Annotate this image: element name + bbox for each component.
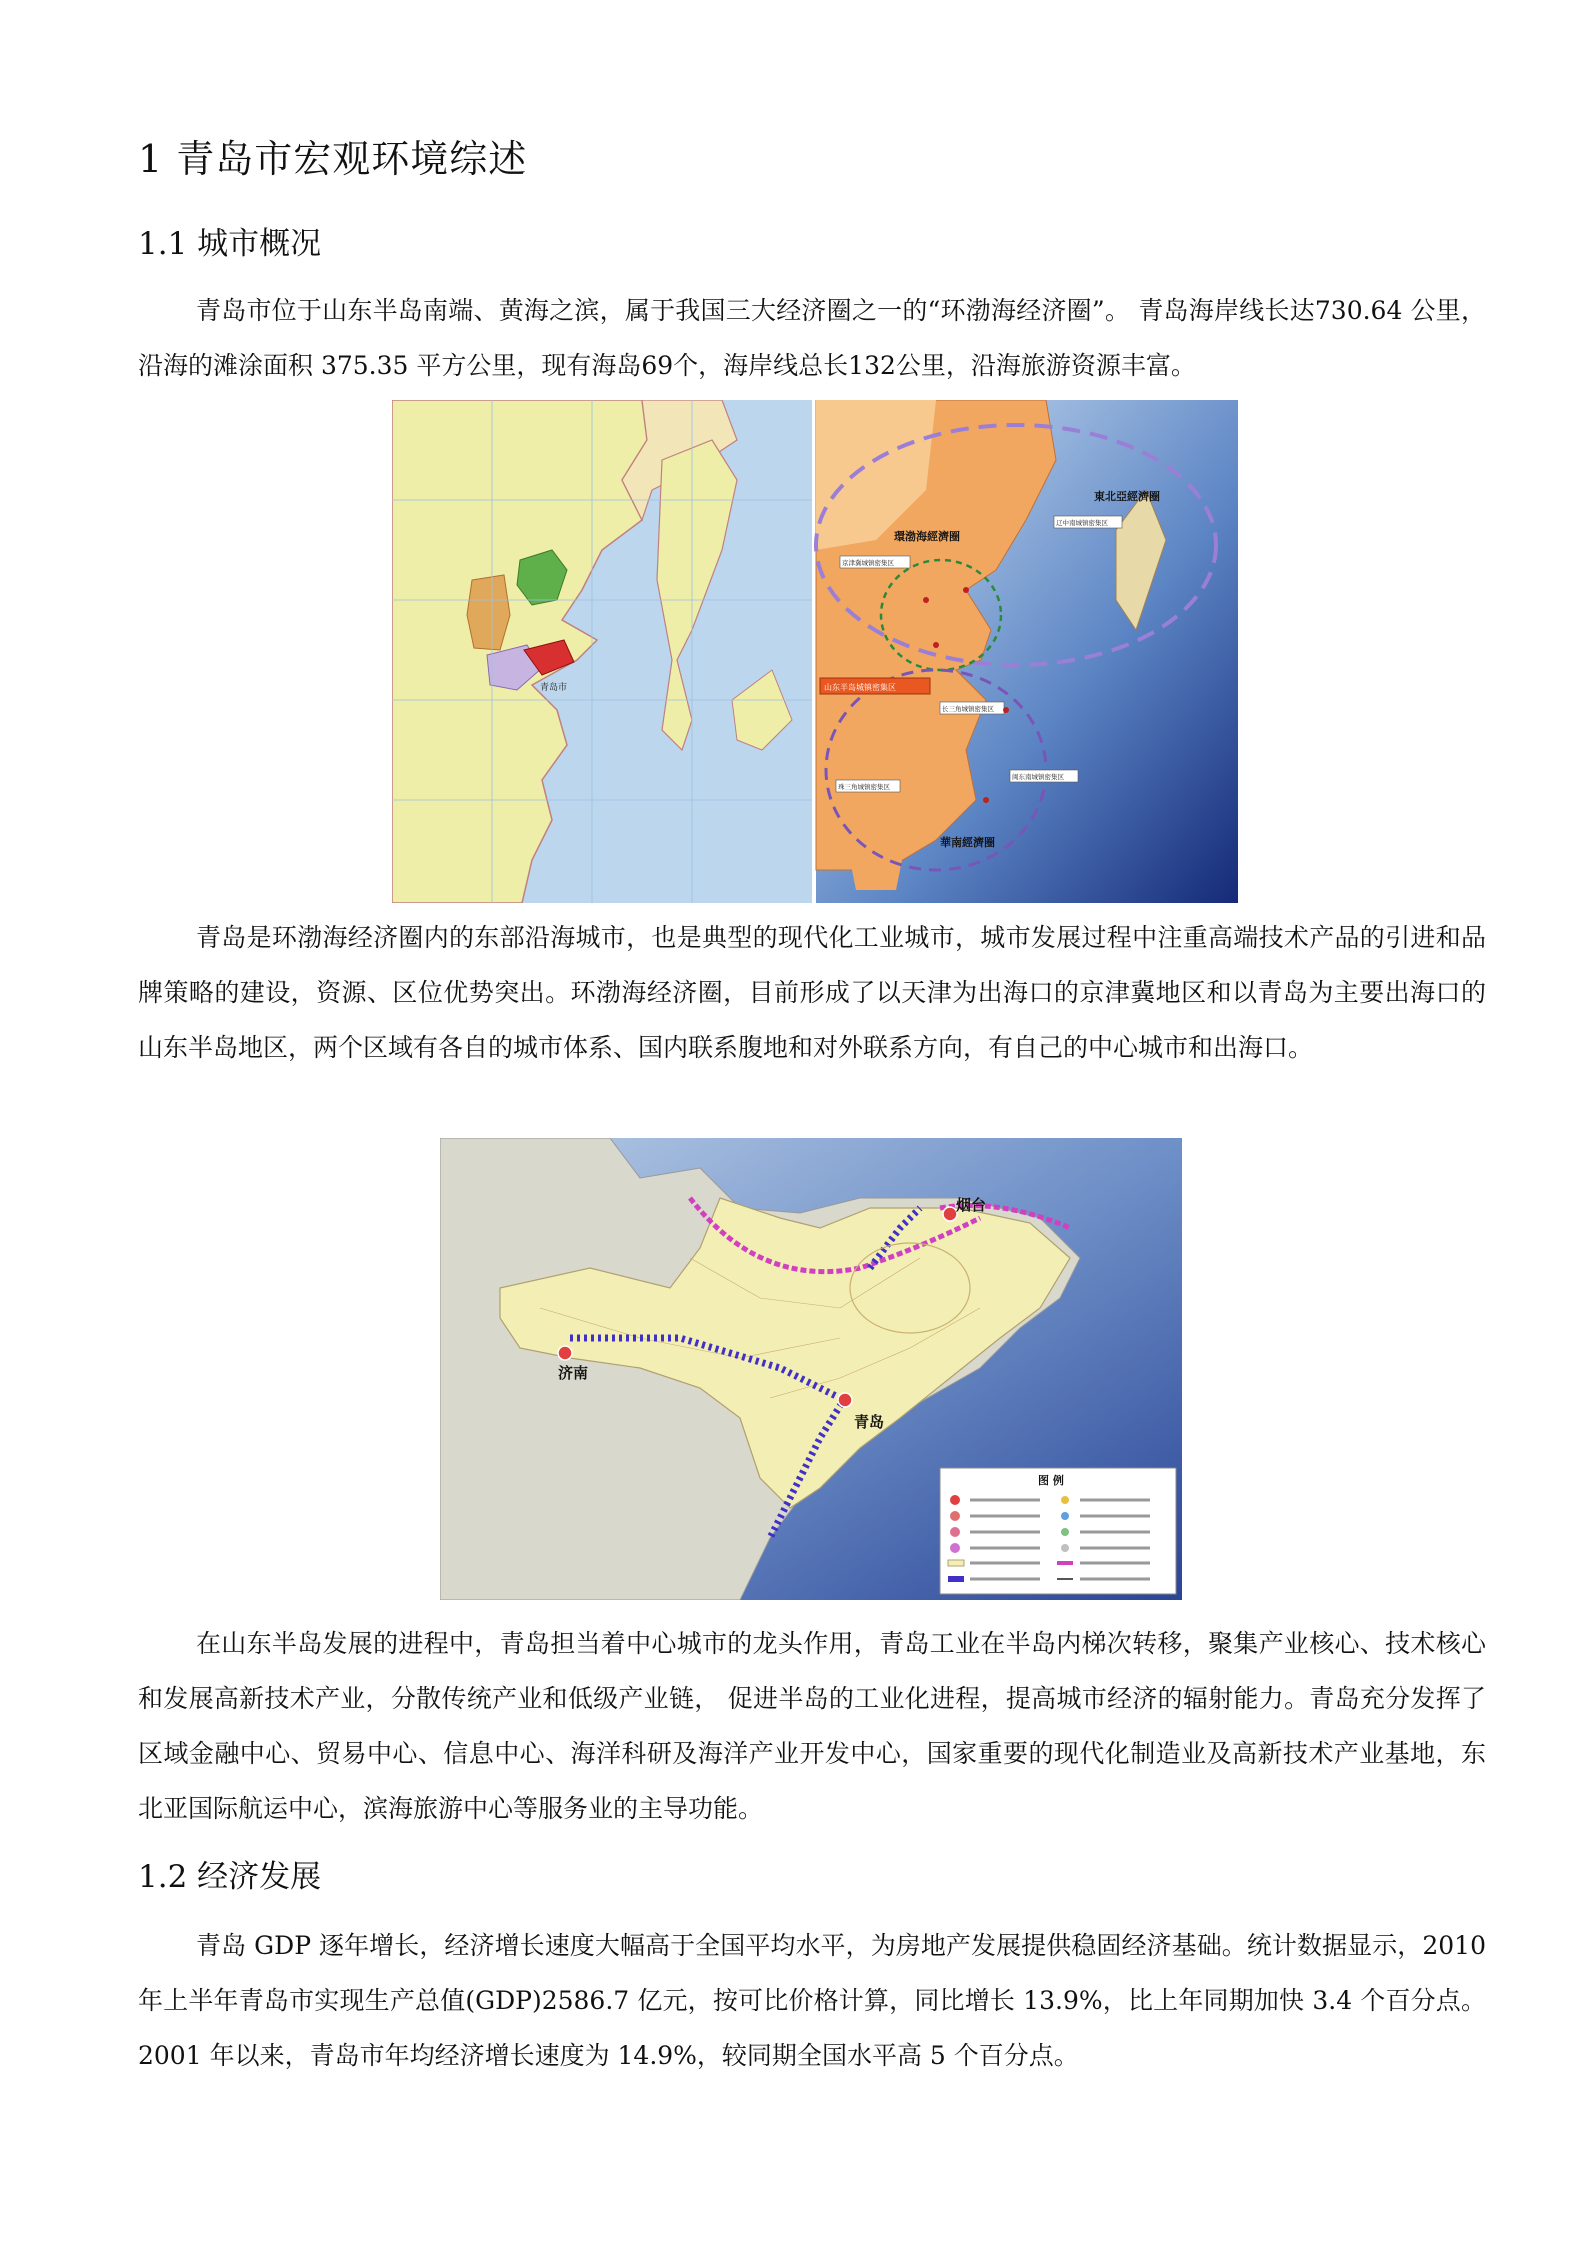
label-liaozhongnan-cluster: 辽中南城镇密集区 bbox=[1056, 519, 1108, 527]
figure-shandong-peninsula-map bbox=[440, 1138, 1182, 1600]
label-bohai-ring: 環渤海經濟圈 bbox=[894, 530, 960, 543]
label-shandong-cluster: 山东半岛城镇密集区 bbox=[824, 683, 896, 692]
section-heading-economic-development: 1.2 经济发展 bbox=[138, 1859, 322, 1895]
label-northeast-asia: 東北亞經濟圈 bbox=[1094, 490, 1160, 503]
paragraph-gdp bbox=[138, 1918, 1486, 2083]
paragraph-text: 在山东半岛发展的进程中，青岛担当着中心城市的龙头作用，青岛工业在半岛内梯次转移，聚集产业核心、技术核心和发展高新技术产业，分散传统产业和低级产业链， 促进半岛的工业化进程，提高城市经济的辐射能力。青岛充分发挥了区域金融中心、贸易中心、信息中心、海洋科研及海洋产业开发中心，国家重要的现代化制造业及高新技术产业基地，东北亚国际航运中心，滨海旅游中心等服务业的主导功能。 bbox=[138, 1629, 1486, 1823]
left-map-label-qingdao: 青岛市 bbox=[540, 683, 568, 693]
section-heading-city-overview: 1.1 城市概况 bbox=[138, 226, 322, 262]
paragraph-text: 青岛是环渤海经济圈内的东部沿海城市，也是典型的现代化工业城市，城市发展过程中注重高端技术产品的引进和品牌策略的建设，资源、区位优势突出。环渤海经济圈，目前形成了以天津为出海口的京津冀地区和以青岛为主要出海口的山东半岛地区，两个区域有各自的城市体系、国内联系腹地和对外联系方向，有自己的中心城市和出海口。 bbox=[138, 923, 1486, 1062]
legend-title: 图 例 bbox=[1038, 1474, 1064, 1487]
paragraph-text: 青岛市位于山东半岛南端、黄海之滨，属于我国三大经济圈之一的“环渤海经济圈”。 青岛海岸线长达730.64 公里，沿海的滩涂面积 375.35 平方公里，现有海岛69个，海岸线总长132公里，沿海旅游资源丰富。 bbox=[138, 296, 1486, 380]
label-minnan-cluster: 闽东南城镇密集区 bbox=[1012, 773, 1064, 781]
label-jingjinji-cluster: 京津冀城镇密集区 bbox=[842, 559, 894, 567]
label-zhusanjiao-cluster: 珠三角城镇密集区 bbox=[838, 783, 890, 791]
label-changsanjiao-cluster: 长三角城镇密集区 bbox=[942, 705, 994, 713]
right-map-economic-circles bbox=[816, 400, 1238, 903]
figure-economic-circles-maps bbox=[392, 400, 1238, 903]
city-label-yantai: 烟台 bbox=[956, 1196, 987, 1214]
chapter-heading: 1 青岛市宏观环境综述 bbox=[138, 137, 528, 181]
paragraph-qingdao-role bbox=[138, 1616, 1486, 1836]
paragraph-bohai-ring bbox=[138, 910, 1486, 1075]
label-south-china: 華南經濟圈 bbox=[940, 836, 995, 849]
city-label-qingdao: 青岛 bbox=[854, 1413, 885, 1431]
left-map-china-coast bbox=[392, 400, 812, 903]
map-legend bbox=[940, 1468, 1176, 1594]
city-label-jinan: 济南 bbox=[558, 1364, 589, 1382]
paragraph-city-location bbox=[138, 283, 1486, 393]
paragraph-text: 青岛 GDP 逐年增长，经济增长速度大幅高于全国平均水平，为房地产发展提供稳固经济基础。统计数据显示，2010 年上半年青岛市实现生产总值(GDP)2586.7 亿元，按可比价格计算，同比增长 13.9%，比上年同期加快 3.4 个百分点。2001 年以来，青岛市年均经济增长速度为 14.9%，较同期全国水平高 5 个百分点。 bbox=[138, 1931, 1486, 2070]
